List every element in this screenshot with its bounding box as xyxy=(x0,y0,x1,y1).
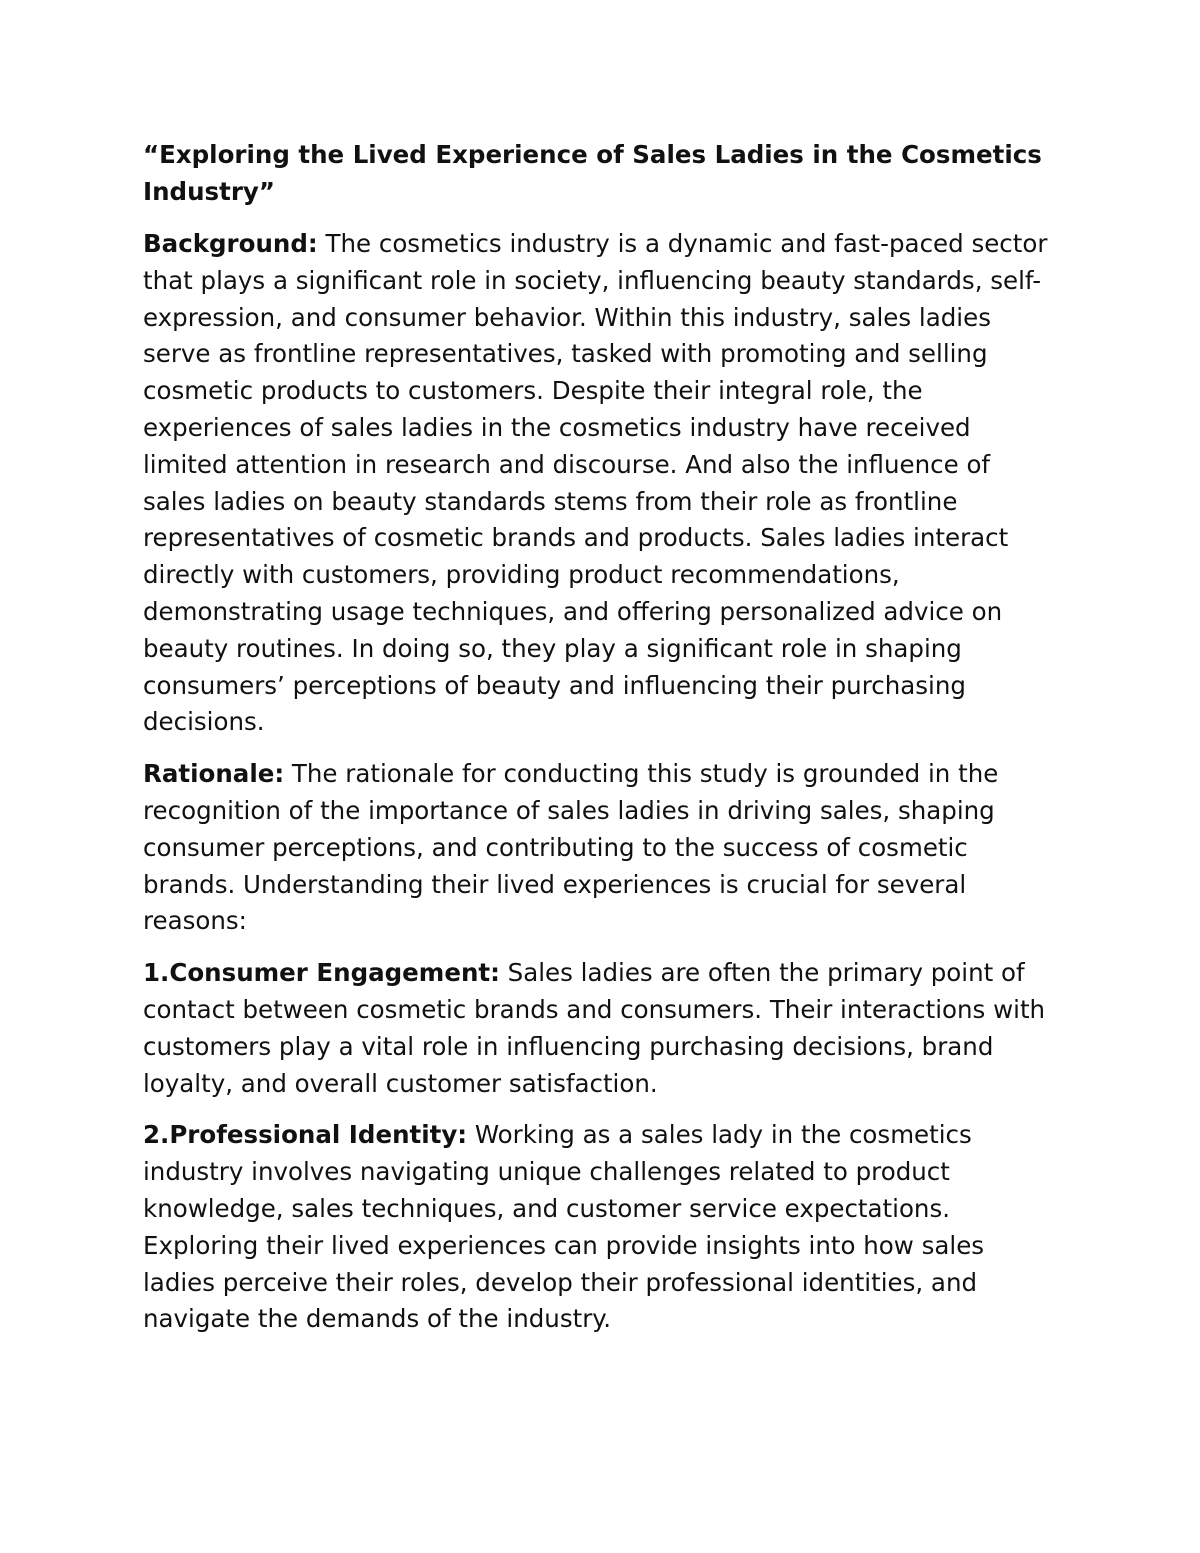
consumer-engagement-text: Sales ladies are often the primary point of contact between cosmetic brands and consumers. Their interactions with customers play a vital role in influencing purchasing decisions, brand loyalty, and overall customer satisfaction. xyxy=(143,958,1046,1098)
consumer-engagement-paragraph xyxy=(143,955,1058,1102)
consumer-engagement-label: 1.Consumer Engagement: xyxy=(143,958,500,988)
professional-identity-text: Working as a sales lady in the cosmetics industry involves navigating unique challenges related to product knowledge, sales techniques, and customer service expectations. Exploring their lived experiences can provide insights into how sales ladies perceive their roles, develop their professional identities, and navigate the demands of the industry. xyxy=(143,1120,985,1334)
background-text: The cosmetics industry is a dynamic and fast-paced sector that plays a significant role in society, influencing beauty standards, self-expression, and consumer behavior. Within this industry, sales ladies serve as frontline representatives, tasked with promoting and selling cosmetic products to customers. Despite their integral role, the experiences of sales ladies in the cosmetics industry have received limited attention in research and discourse. And also the influence of sales ladies on beauty standards stems from their role as frontline representatives of cosmetic brands and products. Sales ladies interact directly with customers, providing product recommendations, demonstrating usage techniques, and offering personalized advice on beauty routines. In doing so, they play a significant role in shaping consumers’ perceptions of beauty and influencing their purchasing decisions. xyxy=(143,229,1048,737)
document-title: “Exploring the Lived Experience of Sales Ladies in the Cosmetics Industry” xyxy=(143,140,1042,206)
rationale-paragraph xyxy=(143,756,1058,940)
background-label: Background: xyxy=(143,229,318,258)
rationale-label: Rationale: xyxy=(143,759,285,789)
background-paragraph xyxy=(143,226,1058,741)
professional-identity-paragraph xyxy=(143,1117,1058,1338)
professional-identity-label: 2.Professional Identity: xyxy=(143,1120,468,1150)
document-page xyxy=(143,136,1058,1338)
rationale-text: The rationale for conducting this study is grounded in the recognition of the importance of sales ladies in driving sales, shaping consumer perceptions, and contributing to the success of cosmetic brands. Understanding their lived experiences is crucial for several reasons: xyxy=(143,759,999,936)
